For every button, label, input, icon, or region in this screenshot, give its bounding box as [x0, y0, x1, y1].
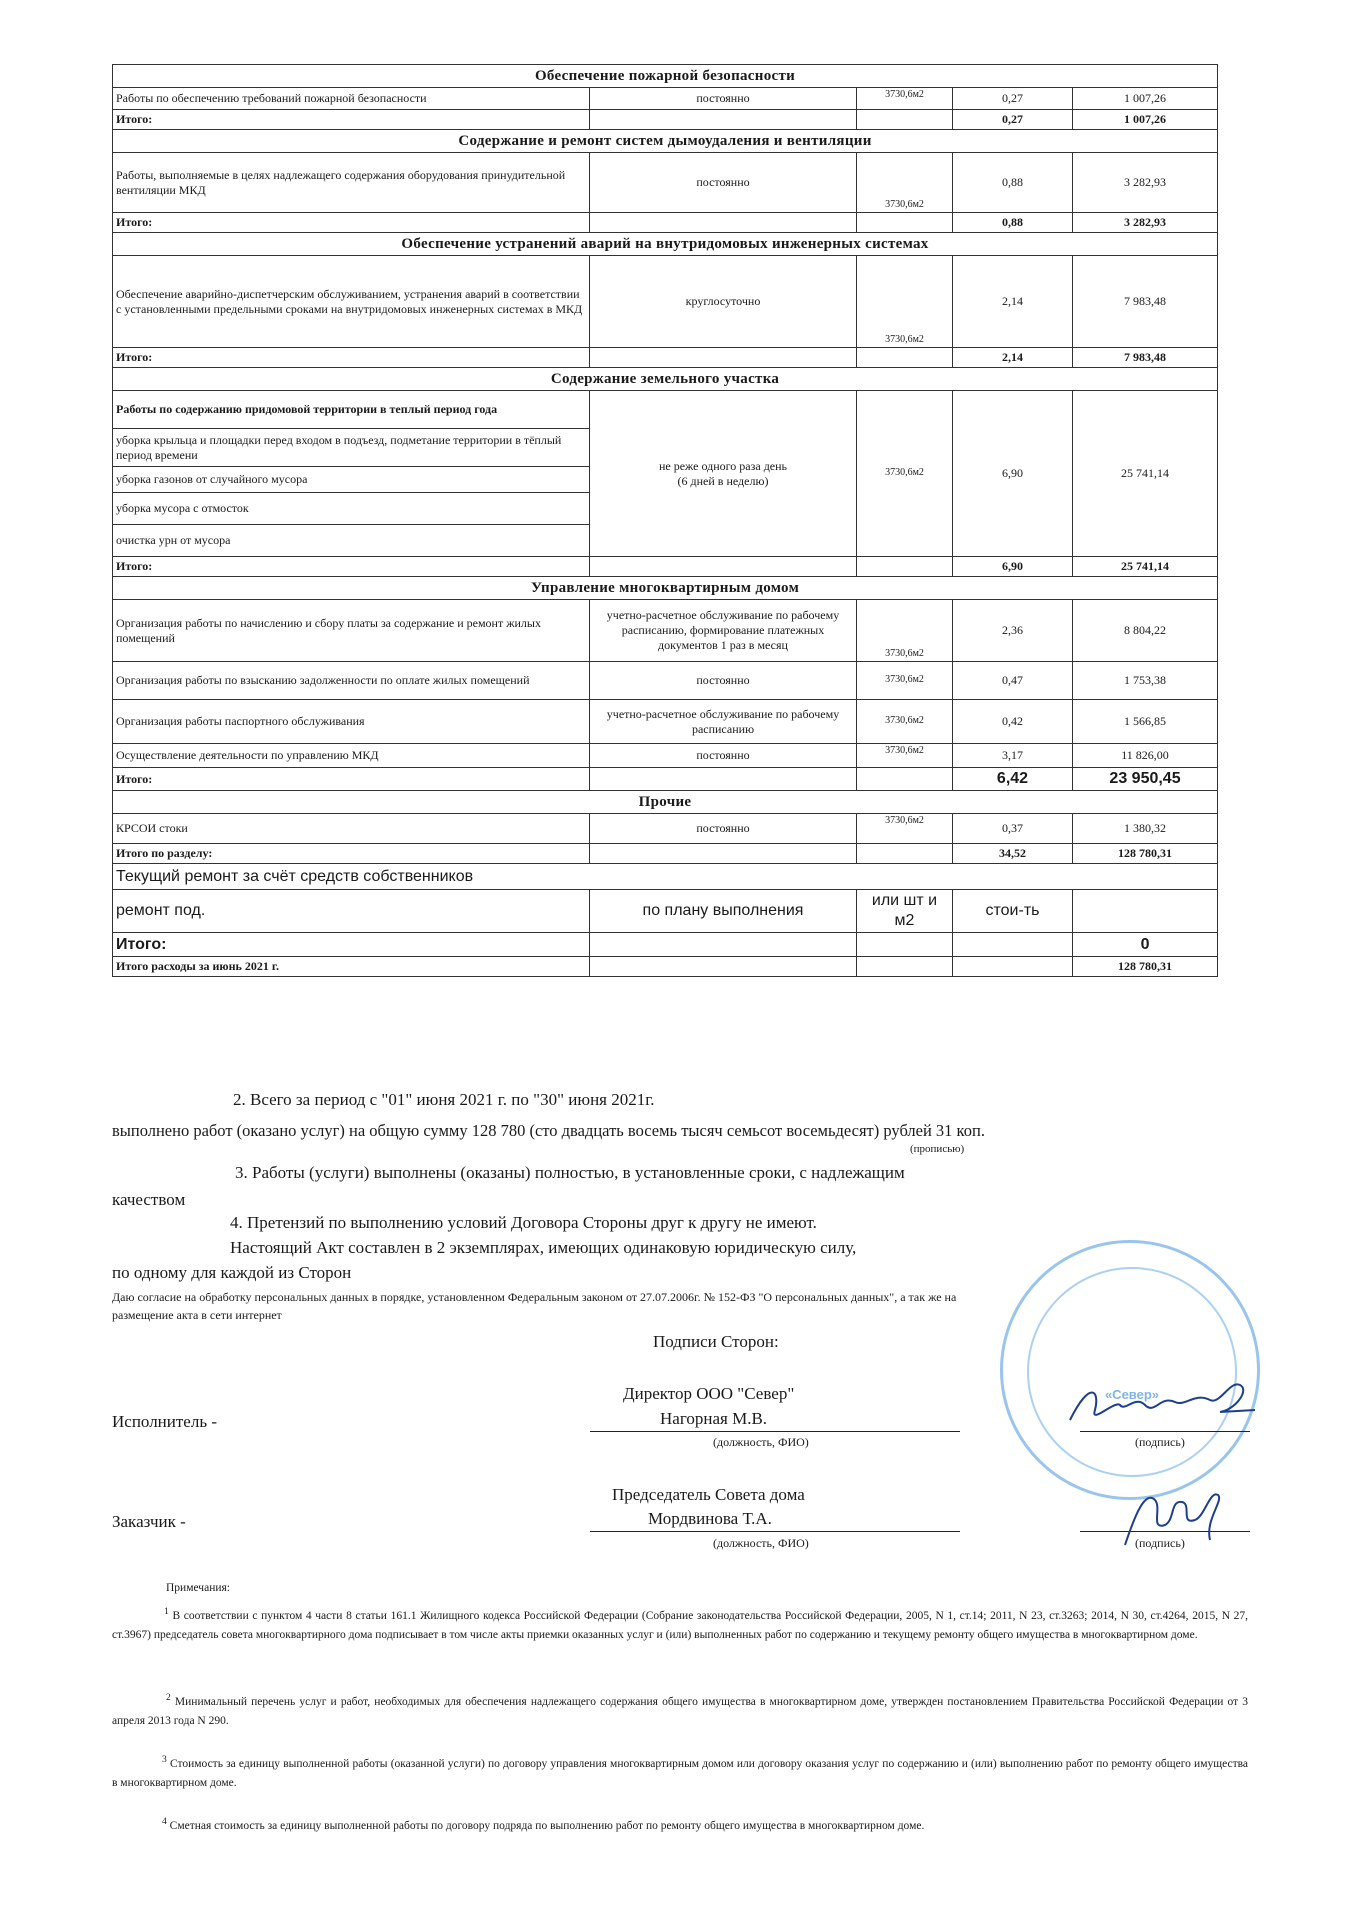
row-area: 3730,6м2 [857, 814, 953, 844]
total-label: Итого: [113, 348, 590, 368]
land-item: уборка газонов от случайного мусора [113, 467, 590, 493]
propis-caption: (прописью) [910, 1143, 965, 1155]
repair-cost: стои-ть [953, 890, 1073, 933]
land-period: не реже одного раза день (6 дней в неделю) [590, 391, 857, 557]
note-1-text: В соответствии с пунктом 4 части 8 статьи 161.1 Жилищного кодекса Российской Федерации (Собрание законодательства Российской Федерации, 2005, N 1, ст.14; 2011, N 23, ст.3263; 2014, N 30, ст.4264, 2015, N 27, ст.3967) председатель совета многоквартирного дома подписывает в том числе акты приемки оказанных услуг и (или) выполненных работ по содержанию и текущему ремонту общего имущества в многоквартирном доме. [112, 1609, 1249, 1641]
executor-name: Нагорная М.В. [660, 1409, 768, 1428]
row-period: постоянно [590, 662, 857, 700]
row-rate: 0,37 [953, 814, 1073, 844]
row-period: постоянно [590, 744, 857, 768]
customer-caption: (должность, ФИО) [713, 1536, 809, 1550]
note-4-marker: 4 [162, 1816, 167, 1827]
paragraph-4: 4. Претензий по выполнению условий Договора Стороны друг к другу не имеют. [230, 1213, 817, 1232]
paragraph-3: 3. Работы (услуги) выполнены (оказаны) полностью, в установленные сроки, с надлежащим [235, 1163, 905, 1182]
row-sum: 3 282,93 [1073, 153, 1218, 213]
row-rate: 0,27 [953, 88, 1073, 110]
row-name: Осуществление деятельности по управлению МКД [113, 744, 590, 768]
signatures-title: Подписи Сторон: [653, 1332, 779, 1351]
section-title-emergency: Обеспечение устранений аварий на внутридомовых инженерных системах [113, 233, 1218, 256]
note-4 [112, 1814, 1248, 1836]
land-item: уборка мусора с отмосток [113, 493, 590, 525]
section-total-label: Итого по разделу: [113, 844, 590, 864]
note-3-text: Стоимость за единицу выполненной работы (оказанной услуги) по договору управления многоквартирным домом или договору оказания услуг по содержанию и (или) выполнению работ по ремонту общего имущества в многоквартирном доме. [112, 1757, 1248, 1789]
grand-total-sum: 128 780,31 [1073, 957, 1218, 977]
land-item: очистка урн от мусора [113, 525, 590, 557]
total-sum: 3 282,93 [1073, 213, 1218, 233]
consent-line-1: Даю согласие на обработку персональных данных в порядке, установленном Федеральным законом от 27.07.2006г. № 152-ФЗ "О персональных данных", а так же на [112, 1290, 957, 1304]
repair-title: Текущий ремонт за счёт средств собственников [113, 864, 1218, 890]
consent-line-2: размещение акта в сети интернет [112, 1308, 282, 1322]
executor-sign-caption: (подпись) [1135, 1435, 1185, 1449]
note-1 [112, 1604, 1248, 1645]
customer-signature [1110, 1470, 1230, 1560]
paragraph-3-cont: качеством [112, 1190, 186, 1209]
row-rate: 2,36 [953, 600, 1073, 662]
customer-name: Мордвинова Т.А. [648, 1509, 772, 1528]
row-name: Организация работы по взысканию задолженности по оплате жилых помещений [113, 662, 590, 700]
section-title-management: Управление многоквартирным домом [113, 577, 1218, 600]
section-total-sum: 128 780,31 [1073, 844, 1218, 864]
row-name: Обеспечение аварийно-диспетчерским обслуживанием, устранения аварий в соответствии с установленными предельными сроками на внутридомовых инженерных системах в МКД [113, 256, 590, 348]
executor-label: Исполнитель - [112, 1412, 217, 1431]
total-rate: 0,88 [953, 213, 1073, 233]
row-period: постоянно [590, 814, 857, 844]
row-rate: 0,88 [953, 153, 1073, 213]
row-period: постоянно [590, 153, 857, 213]
executor-caption: (должность, ФИО) [713, 1435, 809, 1449]
paragraph-5: Настоящий Акт составлен в 2 экземплярах, имеющих одинаковую юридическую силу, [230, 1238, 857, 1257]
total-rate: 2,14 [953, 348, 1073, 368]
row-area: 3730,6м2 [857, 744, 953, 768]
row-period: круглосуточно [590, 256, 857, 348]
note-4-text: Сметная стоимость за единицу выполненной работы по договору подряда по выполнению работ по ремонту общего имущества в многоквартирном доме. [169, 1819, 925, 1832]
total-label: Итого: [113, 557, 590, 577]
row-sum: 7 983,48 [1073, 256, 1218, 348]
row-area: 3730,6м2 [857, 88, 953, 110]
row-name: Организация работы по начислению и сбору платы за содержание и ремонт жилых помещений [113, 600, 590, 662]
row-name: Организация работы паспортного обслуживания [113, 700, 590, 744]
row-period: учетно-расчетное обслуживание по рабочему расписанию, формирование платежных документов 1 раз в месяц [590, 600, 857, 662]
row-sum: 1 566,85 [1073, 700, 1218, 744]
row-rate: 0,42 [953, 700, 1073, 744]
section-title-vent: Содержание и ремонт систем дымоудаления и вентиляции [113, 130, 1218, 153]
row-sum: 11 826,00 [1073, 744, 1218, 768]
note-2-marker: 2 [166, 1692, 171, 1703]
paragraph-2-amount: выполнено работ (оказано услуг) на общую сумму 128 780 (сто двадцать восемь тысяч семьсот восемьдесят) рублей 31 коп. [112, 1121, 985, 1140]
total-rate: 6,90 [953, 557, 1073, 577]
repair-name: ремонт под. [113, 890, 590, 933]
row-name: КРСОИ стоки [113, 814, 590, 844]
row-area: 3730,6м2 [857, 256, 953, 348]
land-sum: 25 741,14 [1073, 391, 1218, 557]
note-1-marker: 1 [164, 1606, 169, 1617]
executor-position: Директор ООО "Север" [623, 1384, 795, 1403]
grand-total-label: Итого расходы за июнь 2021 г. [113, 957, 590, 977]
paragraph-5-cont: по одному для каждой из Сторон [112, 1263, 352, 1282]
total-sum: 1 007,26 [1073, 110, 1218, 130]
note-3 [112, 1752, 1248, 1793]
row-rate: 2,14 [953, 256, 1073, 348]
paragraph-2: 2. Всего за период с "01" июня 2021 г. по "30" июня 2021г. [233, 1090, 655, 1109]
total-sum: 25 741,14 [1073, 557, 1218, 577]
note-2-text: Минимальный перечень услуг и работ, необходимых для обеспечения надлежащего содержания общего имущества в многоквартирном доме, утвержден постановлением Правительства Российской Федерации от 3 апреля 2013 года N 290. [112, 1695, 1249, 1727]
works-table [112, 64, 1218, 977]
row-period: учетно-расчетное обслуживание по рабочему расписанию [590, 700, 857, 744]
repair-unit: или шт и м2 [857, 890, 953, 933]
row-name: Работы, выполняемые в целях надлежащего содержания оборудования принудительной вентиляции МКД [113, 153, 590, 213]
row-name: Работы по обеспечению требований пожарной безопасности [113, 88, 590, 110]
row-area: 3730,6м2 [857, 600, 953, 662]
customer-sign-caption: (подпись) [1135, 1536, 1185, 1550]
executor-signature [1060, 1370, 1260, 1440]
section-total-rate: 34,52 [953, 844, 1073, 864]
customer-name-line [590, 1531, 960, 1532]
section-title-land: Содержание земельного участка [113, 368, 1218, 391]
row-sum: 1 753,38 [1073, 662, 1218, 700]
total-sum: 23 950,45 [1073, 768, 1218, 791]
section-title-fire: Обеспечение пожарной безопасности [113, 65, 1218, 88]
section-title-other: Прочие [113, 791, 1218, 814]
repair-period: по плану выполнения [590, 890, 857, 933]
repair-total-label: Итого: [113, 933, 590, 957]
row-sum: 1 380,32 [1073, 814, 1218, 844]
executor-name-line [590, 1431, 960, 1432]
row-area: 3730,6м2 [857, 662, 953, 700]
repair-total-value: 0 [1073, 933, 1218, 957]
note-2 [112, 1690, 1248, 1731]
total-rate: 0,27 [953, 110, 1073, 130]
row-sum: 1 007,26 [1073, 88, 1218, 110]
total-rate: 6,42 [953, 768, 1073, 791]
land-area: 3730,6м2 [857, 391, 953, 557]
row-rate: 3,17 [953, 744, 1073, 768]
row-area: 3730,6м2 [857, 153, 953, 213]
land-rate: 6,90 [953, 391, 1073, 557]
notes-title: Примечания: [166, 1582, 230, 1594]
note-3-marker: 3 [162, 1754, 167, 1765]
land-head: Работы по содержанию придомовой территории в теплый период года [113, 391, 590, 429]
customer-label: Заказчик - [112, 1512, 186, 1531]
total-sum: 7 983,48 [1073, 348, 1218, 368]
stamp-text: «Север» [1104, 1387, 1160, 1402]
row-rate: 0,47 [953, 662, 1073, 700]
total-label: Итого: [113, 768, 590, 791]
land-item: уборка крыльца и площадки перед входом в подъезд, подметание территории в тёплый период времени [113, 429, 590, 467]
customer-position: Председатель Совета дома [612, 1485, 805, 1504]
row-area: 3730,6м2 [857, 700, 953, 744]
total-label: Итого: [113, 213, 590, 233]
total-label: Итого: [113, 110, 590, 130]
row-period: постоянно [590, 88, 857, 110]
row-sum: 8 804,22 [1073, 600, 1218, 662]
